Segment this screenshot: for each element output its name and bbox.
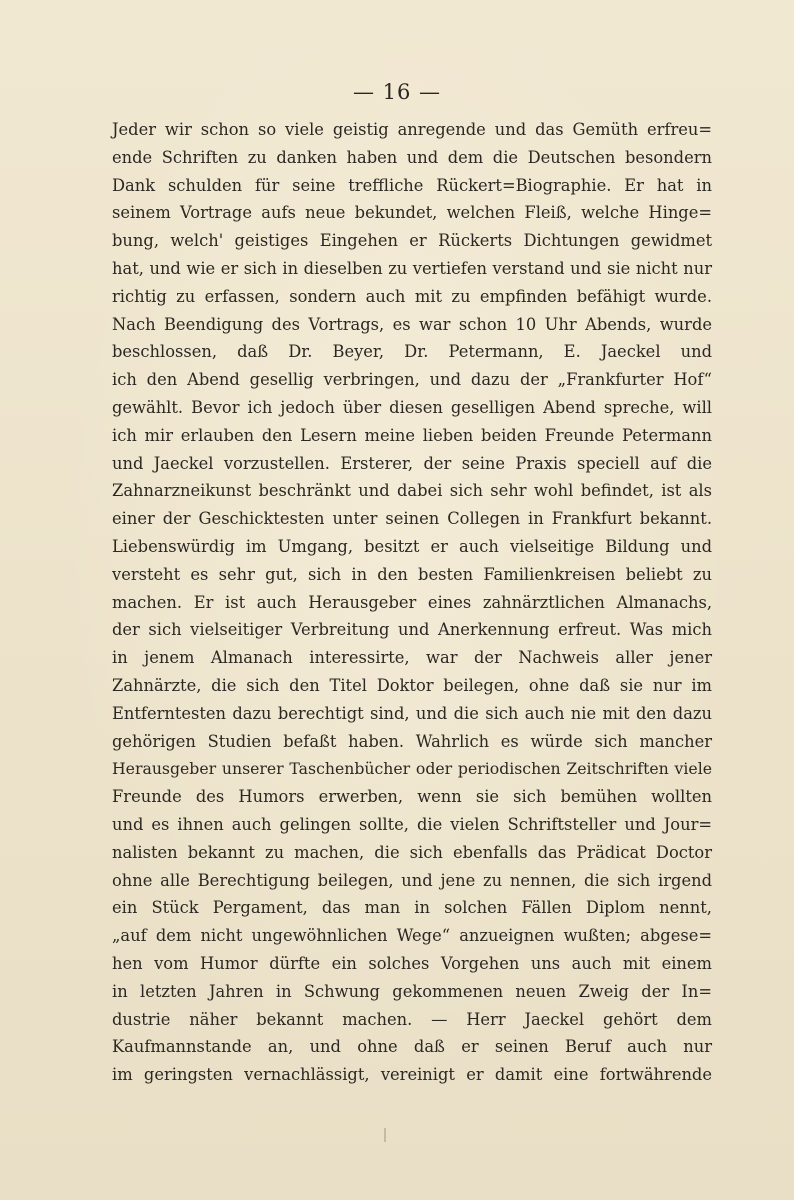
text-line-10: ich den Abend gesellig verbringen, und dazu der „Frankfurter Hof“ [112,370,712,390]
text-line-1: Jeder wir schon so viele geistig anregende und das Gemüth erfreu= [112,120,712,139]
text-line-33: dustrie näher bekannt machen. — Herr Jaeckel gehört dem [112,1009,712,1029]
text-line-25: Freunde des Humors erwerben, wenn sie sich bemühen wollten [112,787,712,807]
text-line-18: machen. Er ist auch Herausgeber eines zahnärztlichen Almanachs, [112,592,712,612]
text-line-3: Dank schulden für seine treffliche Rückert=Biographie. Er hat in [112,175,712,195]
text-line-31: hen vom Humor dürfte ein solches Vorgehen uns auch mit einem [112,953,712,973]
page-number: — 16 — [352,80,442,104]
text-line-22: Entferntesten dazu berechtigt sind, und die sich auch nie mit den dazu [112,703,712,723]
text-line-15: einer der Geschicktesten unter seinen Collegen in Frankfurt bekannt. [112,509,712,529]
text-line-34: Kaufmannstande an, und ohne daß er seinen Beruf auch nur [112,1037,712,1057]
text-line-29: ein Stück Pergament, das man in solchen Fällen Diplom nennt, [112,898,712,918]
text-line-6: hat, und wie er sich in dieselben zu vertiefen verstand und sie nicht nur [112,258,712,278]
text-line-8: Nach Beendigung des Vortrags, es war schon 10 Uhr Abends, wurde [112,314,712,334]
text-line-4: seinem Vortrage aufs neue bekundet, welchen Fleiß, welche Hinge= [112,203,712,223]
text-line-19: der sich vielseitiger Verbreitung und Anerkennung erfreut. Was mich [112,620,712,640]
text-line-12: ich mir erlauben den Lesern meine lieben beiden Freunde Petermann [112,425,712,445]
text-line-23: gehörigen Studien befaßt haben. Wahrlich es würde sich mancher [112,731,712,751]
text-line-13: und Jaeckel vorzustellen. Ersterer, der seine Praxis speciell auf die [112,453,712,473]
text-line-35: im geringsten vernachlässigt, vereinigt er damit eine fortwährende [112,1065,712,1085]
text-line-16: Liebenswürdig im Umgang, besitzt er auch vielseitige Bildung und [112,536,712,556]
text-line-30: „auf dem nicht ungewöhnlichen Wege“ anzueignen wußten; abgese= [112,926,712,946]
text-line-17: versteht es sehr gut, sich in den besten Familienkreisen beliebt zu [112,564,712,584]
text-line-9: beschlossen, daß Dr. Beyer, Dr. Petermann, E. Jaeckel und [112,342,712,362]
text-line-28: ohne alle Berechtigung beilegen, und jene zu nennen, die sich irgend [112,870,712,890]
body-text [112,116,712,1089]
text-line-7: richtig zu erfassen, sondern auch mit zu empfinden befähigt wurde. [112,286,712,306]
text-line-27: nalisten bekannt zu machen, die sich ebenfalls das Prädicat Doctor [112,842,712,862]
text-line-21: Zahnärzte, die sich den Titel Doktor beilegen, ohne daß sie nur im [112,675,712,695]
text-line-14: Zahnarzneikunst beschränkt und dabei sich sehr wohl befindet, ist als [112,481,712,501]
text-line-32: in letzten Jahren in Schwung gekommenen neuen Zweig der In= [112,981,712,1001]
paper-mark [384,1128,386,1142]
text-line-11: gewählt. Bevor ich jedoch über diesen geselligen Abend spreche, will [112,397,712,417]
text-line-20: in jenem Almanach interessirte, war der Nachweis aller jener [112,648,712,668]
text-line-24: Herausgeber unserer Taschenbücher oder periodischen Zeitschriften viele [112,759,712,779]
text-line-5: bung, welch' geistiges Eingehen er Rückerts Dichtungen gewidmet [112,231,712,251]
text-line-2: ende Schriften zu danken haben und dem die Deutschen besondern [112,147,712,167]
text-line-26: und es ihnen auch gelingen sollte, die vielen Schriftsteller und Jour= [112,814,712,834]
